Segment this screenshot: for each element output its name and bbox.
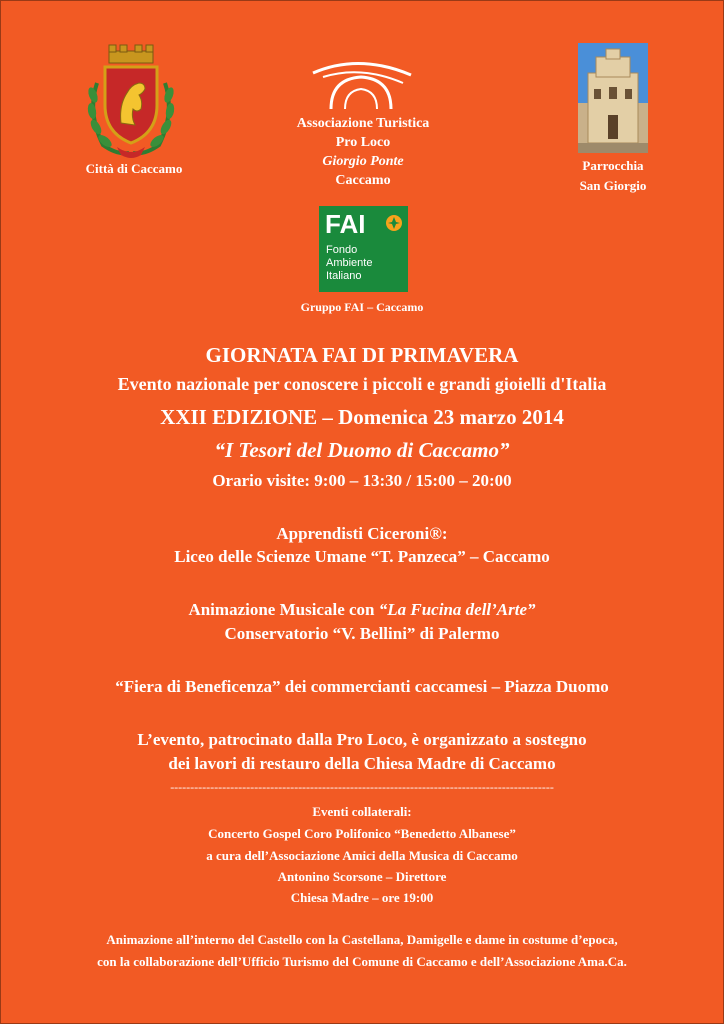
collateral-line1: Concerto Gospel Coro Polifonico “Benedetto Albanese” — [208, 826, 516, 841]
pro-loco-line2: Pro Loco — [335, 135, 391, 150]
pro-loco-line1: Associazione Turistica — [296, 116, 430, 131]
event-subtitle: Evento nazionale per conoscere i piccoli e grandi gioielli d'Italia — [117, 374, 607, 394]
footer-line1: Animazione all’interno del Castello con la Castellana, Damigelle e dame in costume d’epoca, — [106, 932, 618, 947]
music-conservatory: Conservatorio “V. Bellini” di Palermo — [224, 624, 500, 643]
event-title: GIORNATA FAI DI PRIMAVERA — [205, 343, 519, 367]
parrocchia-label — [553, 156, 673, 196]
music-prefix: Animazione Musicale con — [188, 600, 379, 619]
fai-line3: Italiano — [326, 270, 362, 282]
comune-label: Città di Caccamo — [85, 161, 183, 176]
pro-loco-arch-logo-icon — [309, 53, 415, 113]
fai-mark: FAI — [325, 209, 366, 239]
church-photo-icon — [578, 43, 648, 153]
purpose-line2: dei lavori di restauro della Chiesa Madre di Caccamo — [168, 754, 556, 773]
visit-hours: Orario visite: 9:00 – 13:30 / 15:00 – 20:00 — [212, 471, 512, 490]
fai-group-label: Gruppo FAI – Caccamo — [300, 300, 424, 314]
fai-logo — [319, 206, 408, 292]
ciceroni-school: Liceo delle Scienze Umane “T. Panzeca” – Caccamo — [174, 547, 550, 566]
fai-line1: Fondo — [326, 244, 358, 256]
pro-loco-line3: Giorgio Ponte — [322, 154, 404, 169]
parrocchia-line1: Parrocchia — [582, 158, 644, 173]
collateral-line3: Antonino Scorsone – Direttore — [277, 869, 447, 884]
collateral-title: Eventi collaterali: — [312, 804, 412, 819]
pro-loco-name — [263, 114, 463, 190]
purpose-line1: L’evento, patrocinato dalla Pro Loco, è organizzato a sostegno — [137, 730, 587, 749]
caccamo-coat-of-arms-icon — [83, 43, 179, 161]
ciceroni-title: Apprendisti Ciceroni®: — [276, 524, 448, 543]
collateral-line4: Chiesa Madre – ore 19:00 — [290, 890, 434, 905]
charity-fair: “Fiera di Beneficenza” dei commercianti caccamesi – Piazza Duomo — [115, 677, 609, 696]
music-line — [1, 599, 723, 621]
fai-fullname — [326, 244, 372, 283]
dashed-divider: ------------------------------------------------------------------------------------------------ — [170, 780, 554, 794]
collateral-line2: a cura dell’Associazione Amici della Musica di Caccamo — [206, 848, 518, 863]
footer-line2: con la collaborazione dell’Ufficio Turismo del Comune di Caccamo e dell’Associazione Ama.Ca. — [97, 954, 627, 969]
parrocchia-line2: San Giorgio — [579, 178, 647, 193]
fai-line2: Ambiente — [326, 257, 373, 269]
event-edition: XXII EDIZIONE – Domenica 23 marzo 2014 — [160, 405, 564, 429]
music-group-name: “La Fucina dell’Arte” — [378, 600, 536, 619]
event-theme: “I Tesori del Duomo di Caccamo” — [214, 438, 510, 462]
pro-loco-line4: Caccamo — [335, 173, 391, 188]
fai-emblem-icon — [385, 214, 403, 232]
